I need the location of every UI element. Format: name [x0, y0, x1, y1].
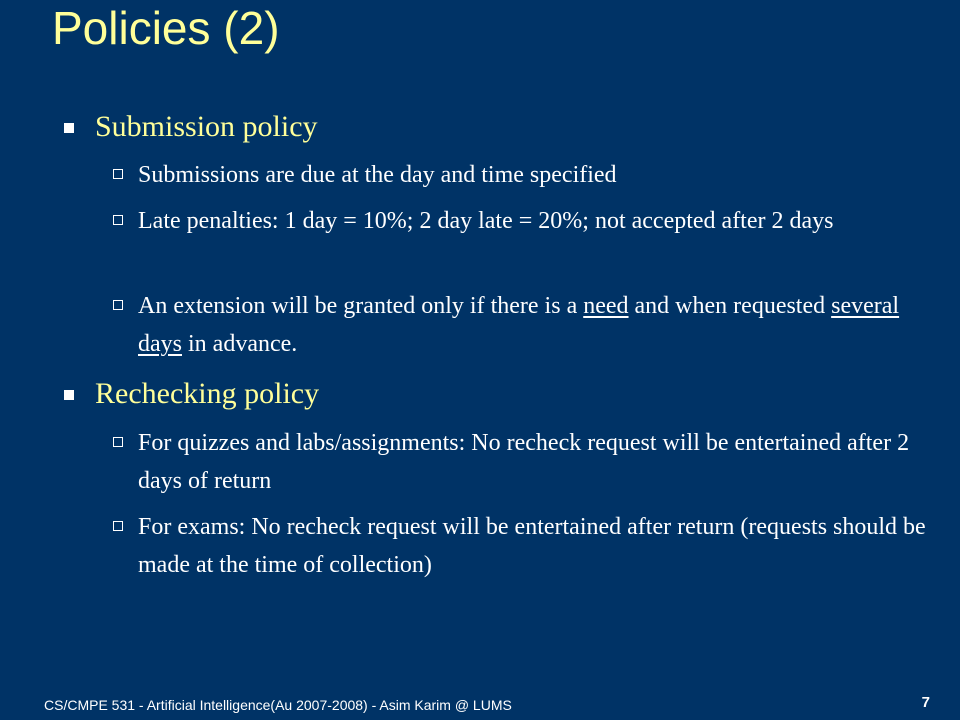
square-bullet-icon	[64, 390, 74, 400]
list-item-text-part: An extension will be granted only if there is a	[138, 293, 584, 319]
hollow-square-bullet-icon	[113, 215, 123, 225]
hollow-square-bullet-icon	[113, 437, 123, 447]
page-number: 7	[921, 694, 930, 711]
list-item	[138, 202, 928, 240]
section-heading-text: Rechecking policy	[95, 377, 320, 410]
list-item	[138, 424, 928, 500]
list-item-text: Submissions are due at the day and time specified	[138, 162, 617, 188]
list-item	[138, 156, 928, 194]
list-item-text-part: and when requested	[628, 293, 832, 319]
list-item	[138, 508, 928, 584]
square-bullet-icon	[64, 123, 74, 133]
hollow-square-bullet-icon	[113, 169, 123, 179]
section-heading-text: Submission policy	[95, 110, 318, 143]
list-item-text: For exams: No recheck request will be entertained after return (requests should be made at the time of collection)	[138, 514, 926, 578]
underlined-term: several days	[138, 293, 900, 357]
list-item	[138, 287, 928, 363]
section-heading-rechecking-policy	[64, 377, 319, 410]
section-heading-submission-policy	[64, 110, 318, 143]
underlined-term: need	[583, 293, 629, 319]
list-item-text-part: in advance.	[182, 331, 298, 357]
list-item-text: Late penalties: 1 day = 10%; 2 day late = 20%; not accepted after 2 days	[138, 208, 834, 234]
list-item-text: For quizzes and labs/assignments: No recheck request will be entertained after 2 days of return	[138, 430, 910, 494]
slide-title: Policies (2)	[52, 2, 280, 54]
hollow-square-bullet-icon	[113, 521, 123, 531]
hollow-square-bullet-icon	[113, 300, 123, 310]
slide-footer: CS/CMPE 531 - Artificial Intelligence(Au 2007-2008) - Asim Karim @ LUMS	[44, 697, 512, 713]
